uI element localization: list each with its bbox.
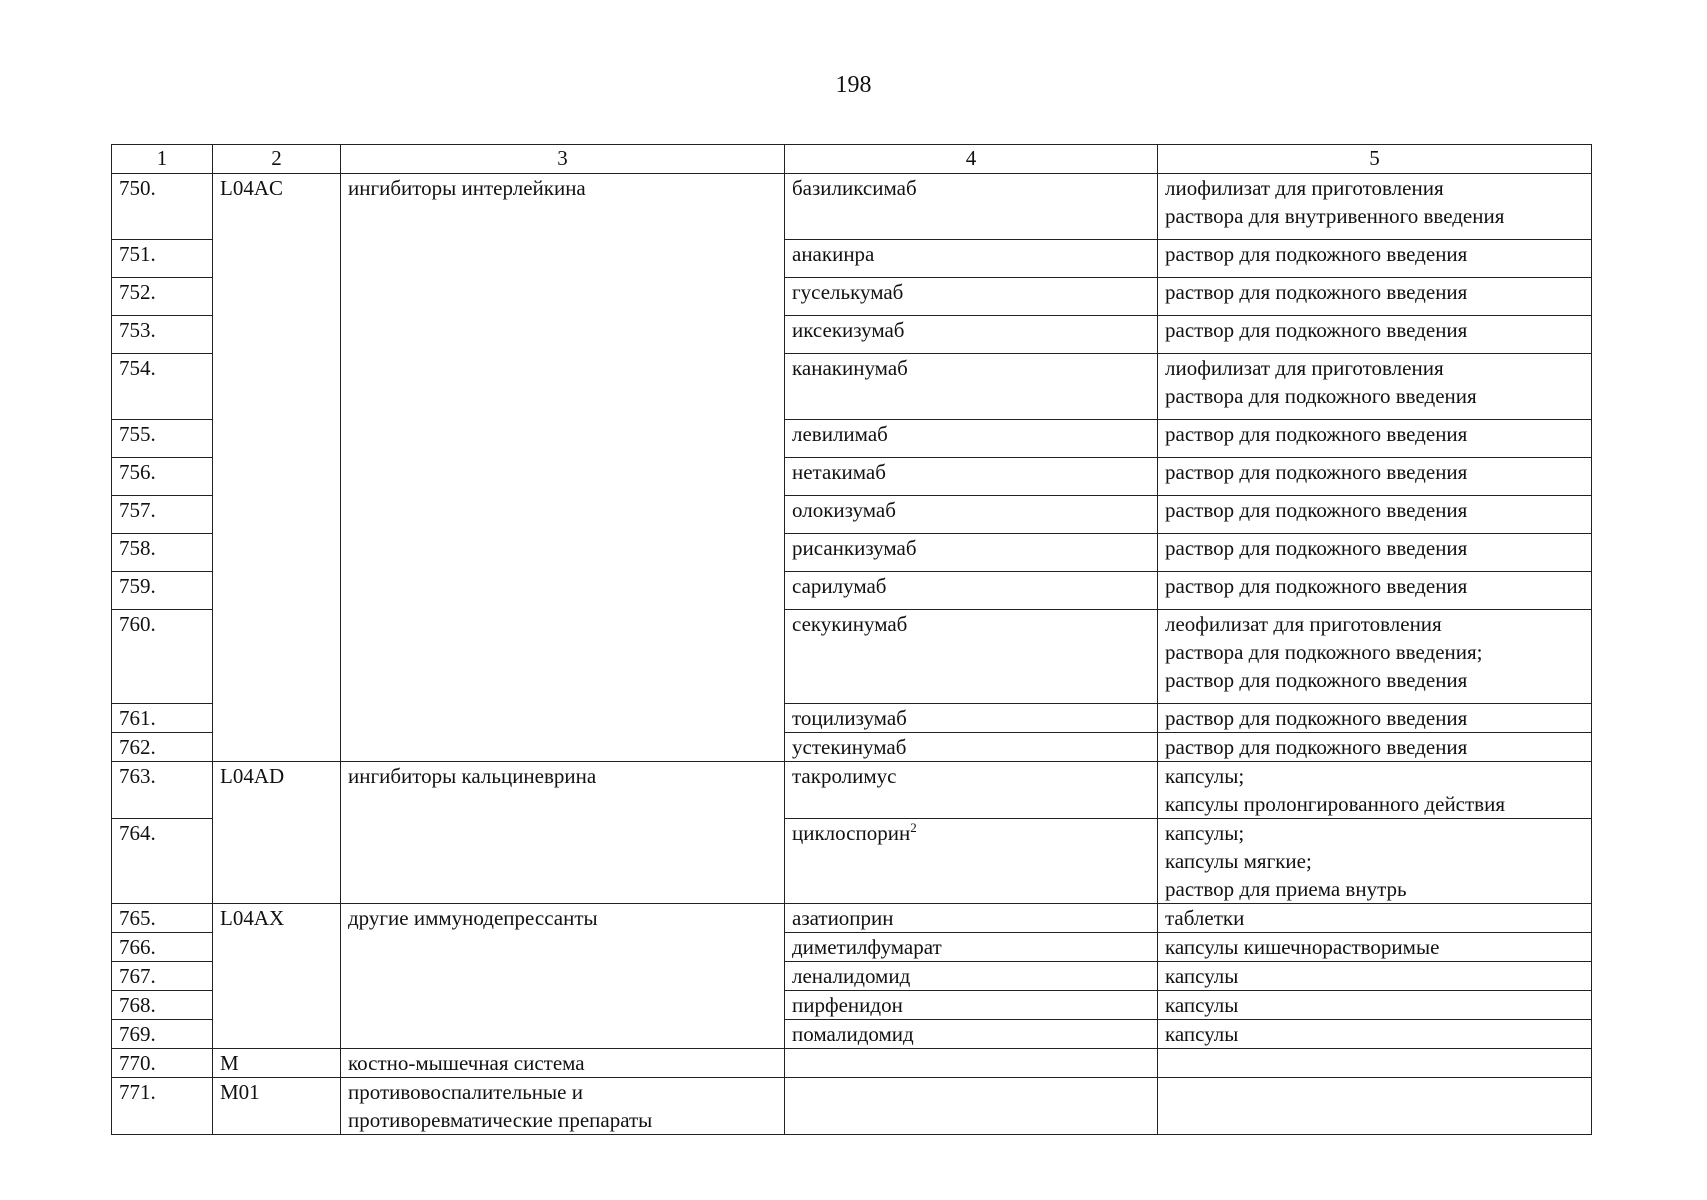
drug-name (785, 704, 1158, 733)
row-number: 754. (112, 354, 213, 420)
dosage-form-line: раствор для подкожного введения (1165, 536, 1468, 560)
drug-name (785, 572, 1158, 610)
dosage-forms (1158, 762, 1592, 819)
dosage-forms (1158, 458, 1592, 496)
dosage-form-line: раствора для подкожного введения; (1165, 640, 1483, 664)
dosage-forms (1158, 610, 1592, 704)
row-number: 760. (112, 610, 213, 704)
row-number: 751. (112, 240, 213, 278)
table-row (112, 174, 1592, 240)
dosage-forms (1158, 420, 1592, 458)
atc-group-name: другие иммунодепрессанты (341, 904, 785, 1049)
atc-group-name: ингибиторы кальциневрина (341, 762, 785, 904)
table-row (112, 1049, 1592, 1078)
drug-name (785, 458, 1158, 496)
dosage-form-line: раствор для подкожного введения (1165, 498, 1468, 522)
dosage-forms (1158, 733, 1592, 762)
dosage-forms (1158, 1020, 1592, 1049)
dosage-forms (1158, 174, 1592, 240)
dosage-form-line: лиофилизат для приготовления (1165, 176, 1444, 200)
dosage-form-line: таблетки (1165, 906, 1245, 930)
drug-name (785, 762, 1158, 819)
drug-name-text: тоцилизумаб (792, 706, 907, 730)
header-col-2: 2 (213, 145, 341, 174)
footnote-marker: 2 (910, 820, 917, 835)
drug-name-text: леналидомид (792, 964, 911, 988)
dosage-form-line: раствора для подкожного введения (1165, 384, 1477, 408)
row-number: 771. (112, 1078, 213, 1135)
row-number: 763. (112, 762, 213, 819)
dosage-form-line: капсулы мягкие; (1165, 849, 1312, 873)
header-col-5: 5 (1158, 145, 1592, 174)
group-line: противоревматические препараты (348, 1108, 653, 1132)
row-number: 752. (112, 278, 213, 316)
drug-name-text: иксекизумаб (792, 318, 905, 342)
table-row (112, 904, 1592, 933)
dosage-form-line: капсулы (1165, 1022, 1239, 1046)
drug-name (785, 174, 1158, 240)
drug-name (785, 733, 1158, 762)
dosage-form-line: раствор для подкожного введения (1165, 460, 1468, 484)
drug-name-text: такролимус (792, 764, 897, 788)
dosage-form-line: капсулы (1165, 964, 1239, 988)
drug-name (785, 991, 1158, 1020)
dosage-form-line: раствор для подкожного введения (1165, 668, 1468, 692)
drug-name (785, 610, 1158, 704)
dosage-forms (1158, 496, 1592, 534)
dosage-forms (1158, 572, 1592, 610)
drug-name-text: циклоспорин (792, 821, 911, 845)
dosage-forms (1158, 819, 1592, 904)
table-row (112, 1078, 1592, 1135)
drug-name (785, 354, 1158, 420)
drug-name (785, 819, 1158, 904)
drug-name (785, 278, 1158, 316)
dosage-forms (1158, 962, 1592, 991)
atc-code: L04AD (213, 762, 341, 904)
header-col-4: 4 (785, 145, 1158, 174)
dosage-forms (1158, 534, 1592, 572)
dosage-forms (1158, 1049, 1592, 1078)
dosage-form-line: раствор для подкожного введения (1165, 422, 1468, 446)
row-number: 758. (112, 534, 213, 572)
row-number: 764. (112, 819, 213, 904)
drug-name (785, 962, 1158, 991)
header-row (112, 145, 1592, 174)
drug-name (785, 1049, 1158, 1078)
row-number: 757. (112, 496, 213, 534)
row-number: 768. (112, 991, 213, 1020)
drug-name (785, 1020, 1158, 1049)
page-number: 198 (835, 72, 872, 98)
dosage-forms (1158, 354, 1592, 420)
row-number: 755. (112, 420, 213, 458)
drug-name (785, 420, 1158, 458)
table-body (112, 174, 1592, 1135)
dosage-form-line: раствора для внутривенного введения (1165, 204, 1505, 228)
row-number: 769. (112, 1020, 213, 1049)
drug-name-text: устекинумаб (792, 735, 907, 759)
dosage-form-line: раствор для подкожного введения (1165, 735, 1468, 759)
drug-name-text: рисанкизумаб (792, 536, 917, 560)
dosage-forms (1158, 991, 1592, 1020)
drug-name-text: левилимаб (792, 422, 888, 446)
dosage-form-line: лиофилизат для приготовления (1165, 356, 1444, 380)
dosage-form-line: раствор для подкожного введения (1165, 706, 1468, 730)
dosage-forms (1158, 933, 1592, 962)
dosage-forms (1158, 904, 1592, 933)
row-number: 765. (112, 904, 213, 933)
row-number: 767. (112, 962, 213, 991)
drug-name-text: диметилфумарат (792, 935, 942, 959)
dosage-form-line: капсулы кишечнорастворимые (1165, 935, 1440, 959)
header-col-1: 1 (112, 145, 213, 174)
atc-code: M (213, 1049, 341, 1078)
row-number: 761. (112, 704, 213, 733)
drug-name (785, 496, 1158, 534)
dosage-form-line: раствор для подкожного введения (1165, 318, 1468, 342)
dosage-form-line: капсулы; (1165, 821, 1245, 845)
drug-name (785, 316, 1158, 354)
drug-name (785, 534, 1158, 572)
dosage-forms (1158, 278, 1592, 316)
dosage-forms (1158, 1078, 1592, 1135)
dosage-form-line: капсулы (1165, 993, 1239, 1017)
dosage-form-line: раствор для подкожного введения (1165, 280, 1468, 304)
dosage-forms (1158, 240, 1592, 278)
drug-name-text: анакинра (792, 242, 875, 266)
row-number: 750. (112, 174, 213, 240)
drug-name (785, 1078, 1158, 1135)
dosage-form-line: леофилизат для приготовления (1165, 612, 1442, 636)
dosage-form-line: раствор для приема внутрь (1165, 877, 1407, 901)
drug-name-text: сарилумаб (792, 574, 887, 598)
row-number: 770. (112, 1049, 213, 1078)
table-row (112, 762, 1592, 819)
atc-code: L04AC (213, 174, 341, 762)
drug-name-text: канакинумаб (792, 356, 908, 380)
dosage-form-line: раствор для подкожного введения (1165, 574, 1468, 598)
drug-name-text: базиликсимаб (792, 176, 917, 200)
row-number: 759. (112, 572, 213, 610)
row-number: 753. (112, 316, 213, 354)
dosage-form-line: капсулы пролонгированного действия (1165, 792, 1505, 816)
drug-name (785, 240, 1158, 278)
drug-name-text: помалидомид (792, 1022, 914, 1046)
atc-code: L04AX (213, 904, 341, 1049)
atc-code: M01 (213, 1078, 341, 1135)
row-number: 756. (112, 458, 213, 496)
drug-name-text: гуселькумаб (792, 280, 904, 304)
drug-name-text: пирфенидон (792, 993, 903, 1017)
drug-name-text: азатиоприн (792, 906, 894, 930)
dosage-form-line: раствор для подкожного введения (1165, 242, 1468, 266)
row-number: 762. (112, 733, 213, 762)
group-line: противовоспалительные и (348, 1080, 583, 1104)
drug-name-text: олокизумаб (792, 498, 896, 522)
header-col-3: 3 (341, 145, 785, 174)
drug-register-table (111, 144, 1592, 1135)
drug-name (785, 904, 1158, 933)
atc-group-name: костно-мышечная система (341, 1049, 785, 1078)
dosage-forms (1158, 316, 1592, 354)
atc-group-name: ингибиторы интерлейкина (341, 174, 785, 762)
row-number: 766. (112, 933, 213, 962)
drug-name-text: секукинумаб (792, 612, 908, 636)
dosage-form-line: капсулы; (1165, 764, 1245, 788)
atc-group-name (341, 1078, 785, 1135)
drug-name-text: нетакимаб (792, 460, 886, 484)
dosage-forms (1158, 704, 1592, 733)
drug-name (785, 933, 1158, 962)
